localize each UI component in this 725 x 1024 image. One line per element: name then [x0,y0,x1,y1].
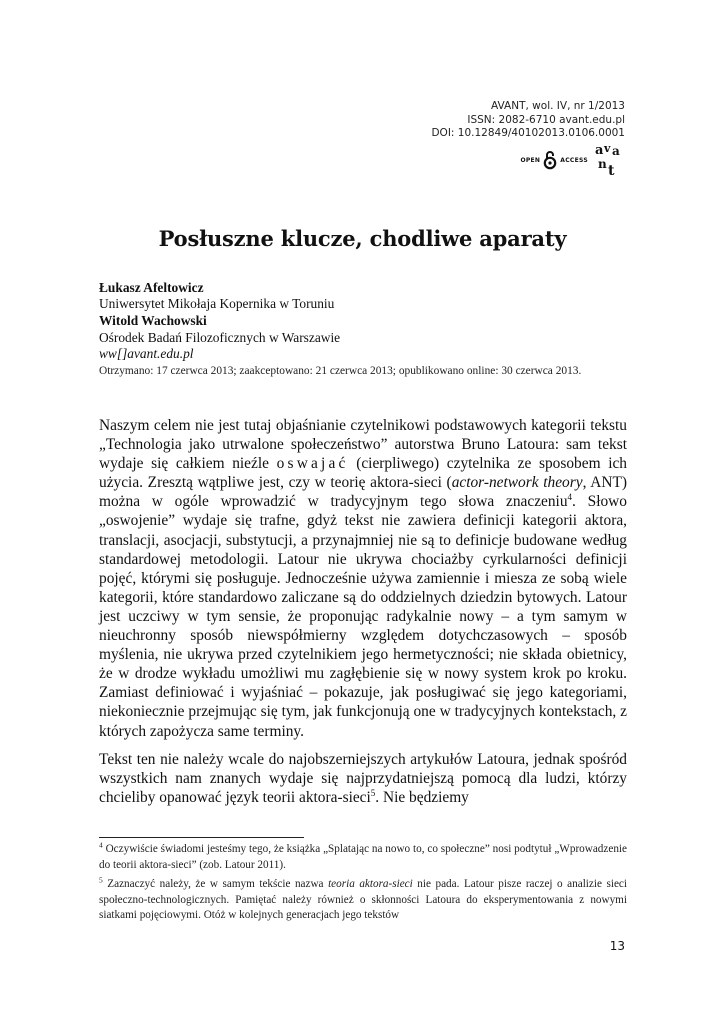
journal-doi: DOI: 10.12849/40102013.0106.0001 [431,127,625,139]
open-access-lock-icon [543,150,557,170]
publication-dates: Otrzymano: 17 czerwca 2013; zaakceptowano: 21 czerwca 2013; opublikowano online: 30 czerwca 2013. [99,365,582,377]
footnote-ref-5[interactable]: 5 [370,787,376,798]
footnote-divider [99,837,304,838]
footnote-5: $^5$ Zaznaczyć należy, że w samym tekście nazwa teoria aktora-sieci nie pada. Latour pisze raczej o analizie sieci społeczno-technologicznych. Pamiętać należy również o skłonności Latoura do eksperymentowania z nowymi siatkami pojęciowymi. Otóż w kolejnych generacjach jego tekstów [99,875,627,922]
footnote-ref-4[interactable]: 4 [567,492,573,503]
open-access-logo [520,150,588,170]
footnote-4: $^4$ Oczywiście świadomi jesteśmy tego, że książka „Splatając na nowo to, co społeczne” nosi podtytuł „Wprowadzenie do teorii aktora-sieci” (zob. Latour 2011). [99,840,627,871]
author-email: ww[]avant.edu.pl [99,345,194,361]
avant-logo [594,141,624,179]
journal-header [431,100,625,141]
page-title: Posłuszne klucze, chodliwe aparaty [158,226,567,251]
journal-volume: AVANT, wol. IV, nr 1/2013 [491,100,625,112]
body-paragraph-2: Tekst ten nie należy wcale do najobszerniejszych artykułów Latoura, jednak spośród wszystkich nam znanych wydaje się najprzydatniejszą pomocą dla ludzi, którzy chcieliby opanować język teorii aktora-sieci$^5$. Nie będziemy [99,750,627,806]
author-1-affiliation: Uniwersytet Mikołaja Kopernika w Toruniu [99,296,335,312]
page-number: 13 [609,939,625,953]
access-label: ACCESS [560,156,588,164]
body-paragraph-1: Naszym celem nie jest tutaj objaśnianie czytelnikowi podstawowych kategorii tekstu „Technologia jako utrwalone społeczeństwo” autorstwa Bruno Latoura: sam tekst wydaje się całkiem nieźle oswajać (cierpliwego) czytelnika ze sposobem ich użycia. Zresztą wątpliwe jest, czy w teorię aktora-sieci (actor-network theory, ANT) można w ogóle wprowadzić w tradycyjnym tego słowa znaczeniu$^4$. Słowo „oswojenie” wydaje się trafne, gdyż tekst nie zawiera definicji kategorii aktora, translacji, asocjacji, substytucji, a przynajmniej nie są to definicje budowane według standardowej metodologii. Latour nie ukrywa chociażby cyrkularności definicji pojęć, którymi się posługuje. Jednocześnie używa zamiennie i miesza ze sobą wiele kategorii, które standardowo zaliczane są do oddzielnych dziedzin bytowych. Latour jest uczciwy w tym sensie, że proponując radykalnie nowy – a tym samym w nieuchronny sposób niewspółmierny względem dotychczasowych – sposób myślenia, nie ukrywa przed czytelnikiem jego hermetyczności; nie składa obietnicy, że w drodze wykładu umożliwi mu zagłębienie się w nowy system krok po kroku. Zamiast definiować i wyjaśniać – pokazuje, jak posługiwać się jego kategoriami, niekoniecznie przejmując się tym, jak funkcjonują one w tradycyjnych kontekstach, z których zapożycza same terminy. [99,417,627,740]
svg-text:n: n [598,157,607,171]
footnote-number: 4 [99,840,103,850]
footnotes [99,842,627,924]
footnote-number: 5 [99,875,103,885]
article-body [99,416,627,807]
logo-row [520,140,624,180]
svg-text:a: a [595,143,604,158]
author-1-name: Łukasz Afeltowicz [99,280,204,295]
author-2-affiliation: Ośrodek Badań Filozoficznych w Warszawie [99,329,341,345]
svg-text:t: t [608,163,615,179]
svg-text:v: v [604,142,611,155]
svg-text:a: a [612,144,620,158]
spaced-word: oswajać [276,455,349,473]
italic-term: teoria aktora-sieci [328,878,413,891]
open-label: OPEN [520,156,541,164]
journal-issn: ISSN: 2082-6710 avant.edu.pl [467,113,625,126]
author-block [99,280,629,362]
italic-term: actor-network theory [451,474,583,492]
author-2-name: Witold Wachowski [99,313,207,329]
